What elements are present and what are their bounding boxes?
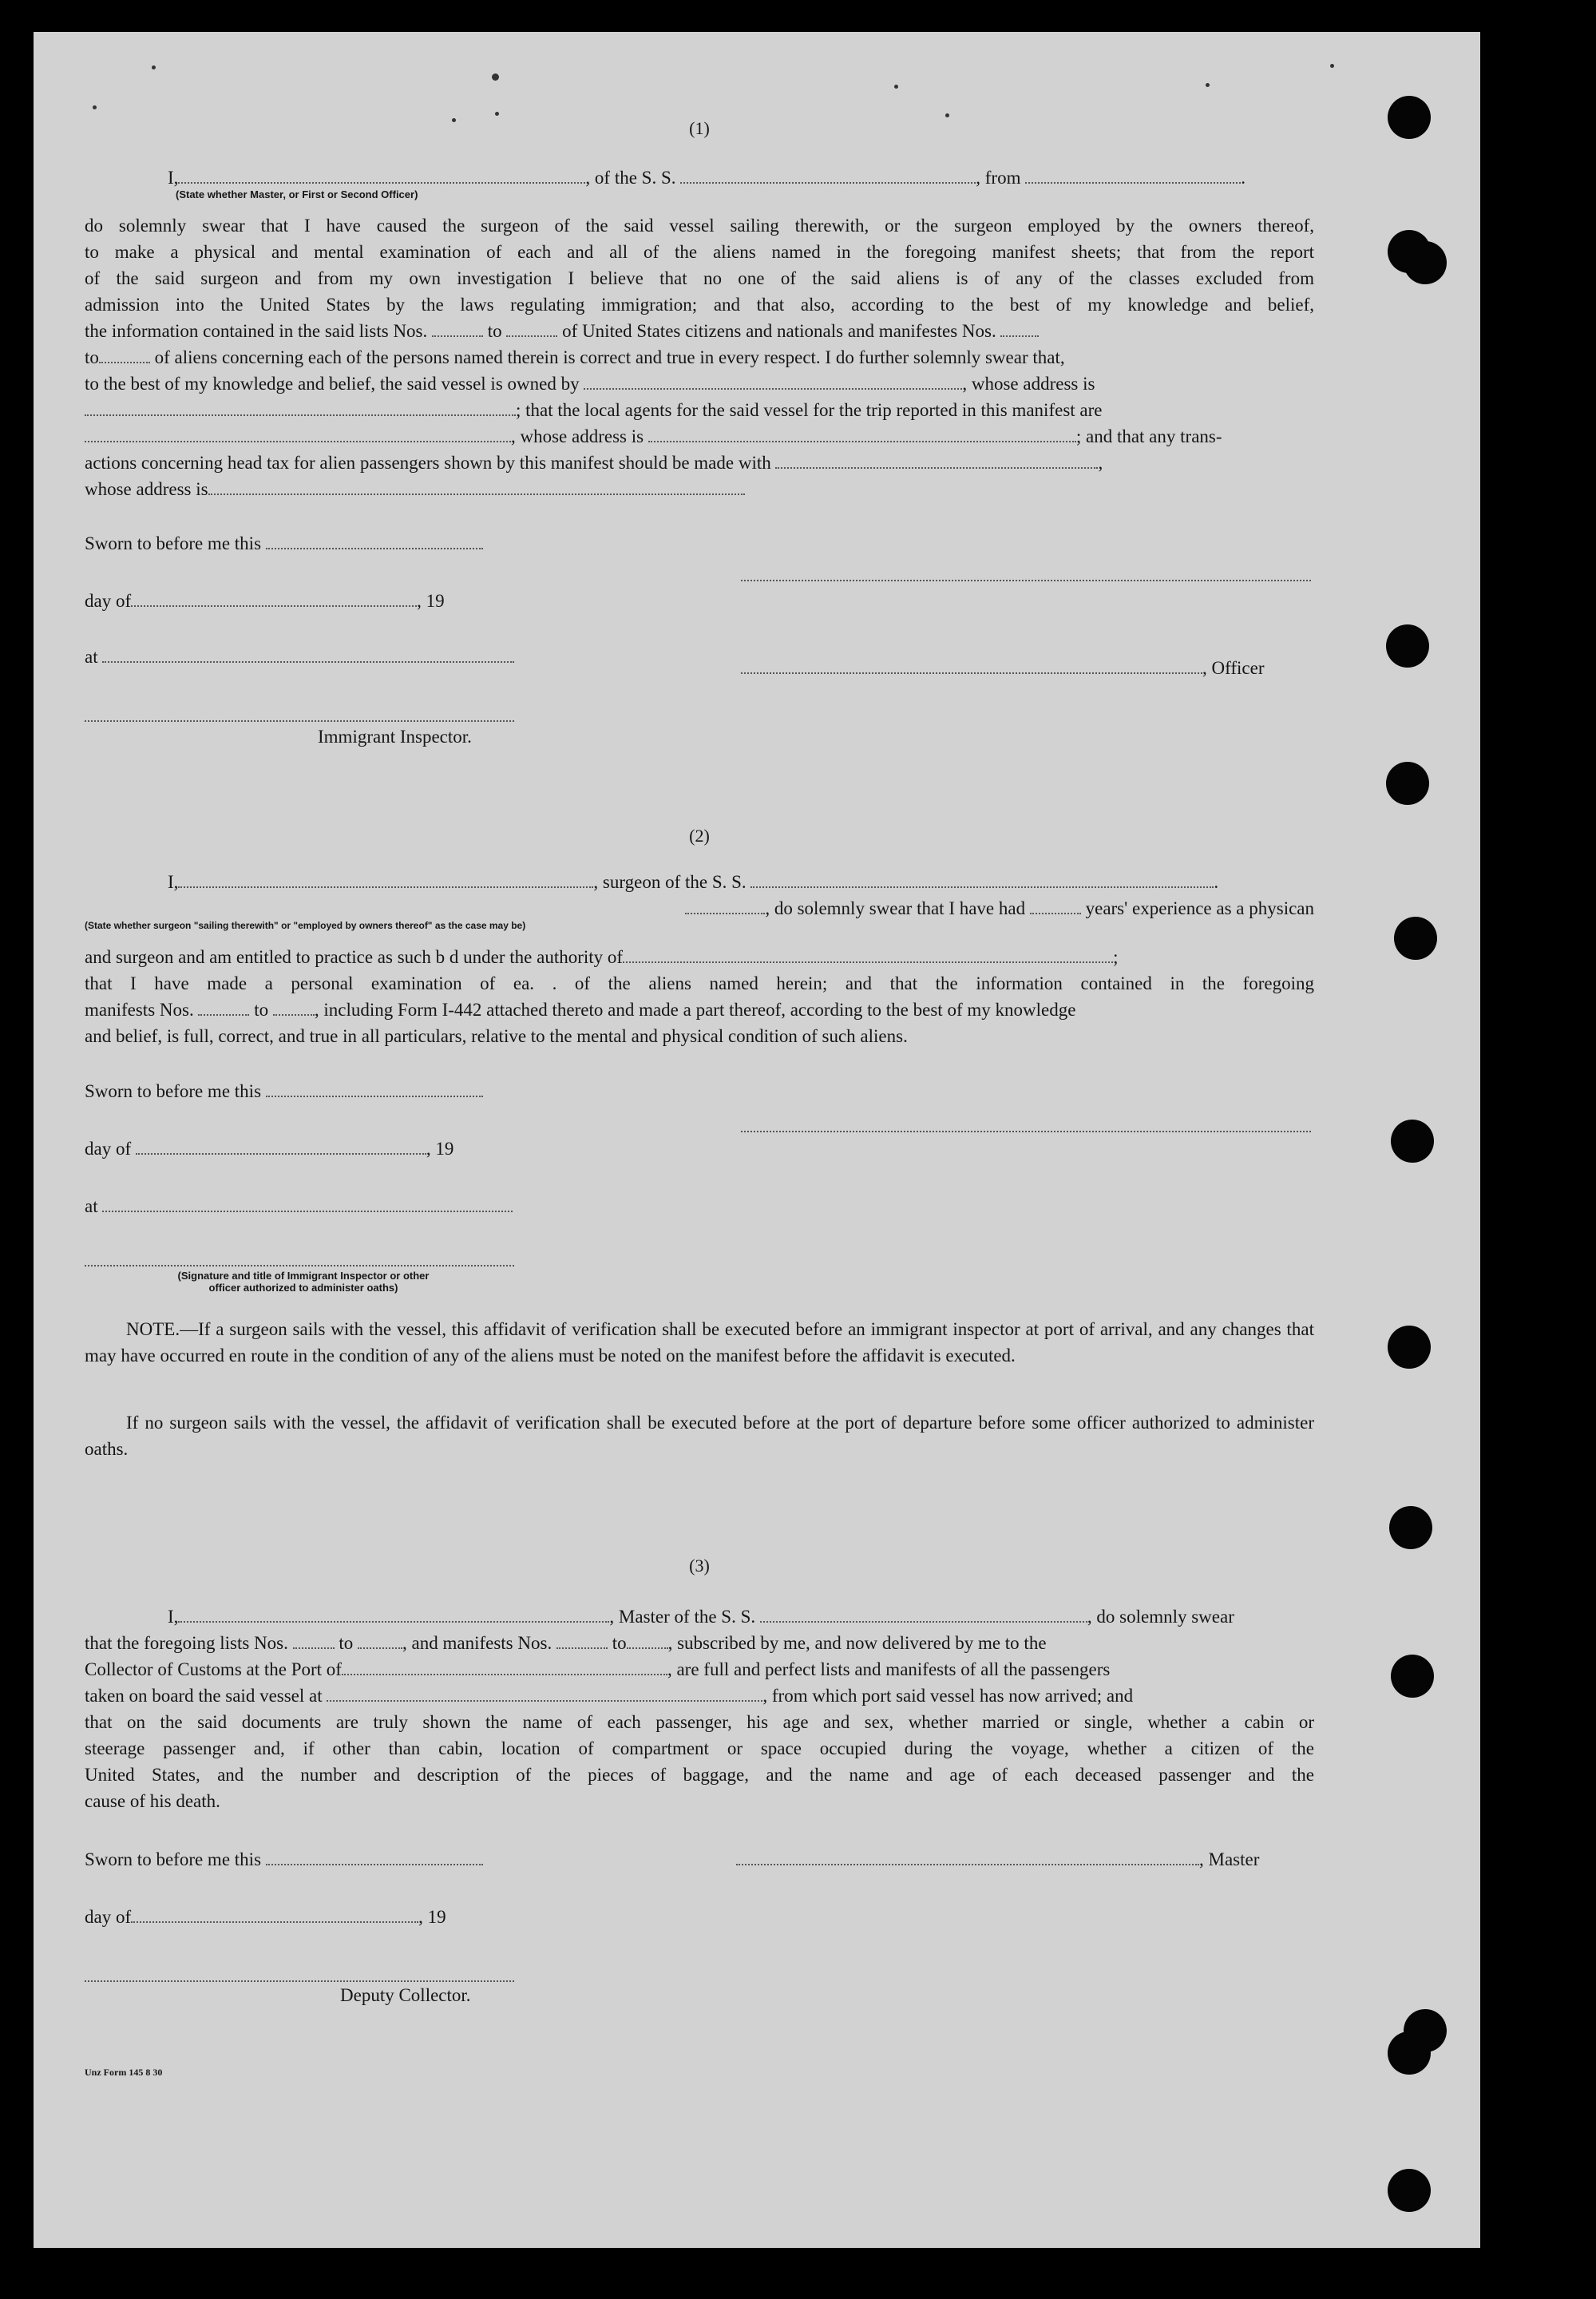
punch-hole: [1404, 241, 1447, 284]
day-field: day of , 19: [85, 1907, 446, 1927]
form-number: Unz Form 145 8 30: [85, 2067, 163, 2078]
line: Collector of Customs at the Port of , are full and perfect lists and manifests of all the passengers: [85, 1659, 1111, 1679]
section-number: (2): [689, 826, 710, 846]
signature-line: [85, 1979, 514, 1982]
paragraph-line: to the best of my knowledge and belief, the said vessel is owned by , whose address is: [85, 374, 1095, 394]
punch-hole: [1388, 2169, 1431, 2212]
section-number: (3): [689, 1556, 710, 1576]
punch-hole: [1391, 1655, 1434, 1698]
day-field: day of , 19: [85, 1139, 454, 1159]
line: I, , surgeon of the S. S. .: [168, 872, 1219, 892]
day-field: day of , 19: [85, 591, 445, 611]
speck: [945, 113, 949, 117]
paragraph-line: admission into the United States by the laws regulating immigration; and that also, according to the best of my knowledge and belief,: [85, 295, 1314, 315]
master-field: , Master: [736, 1846, 1311, 1873]
speck: [894, 85, 898, 89]
paragraph-line: cause of his death.: [85, 1791, 220, 1811]
speck: [152, 65, 156, 69]
paragraph-line: and belief, is full, correct, and true in all particulars, relative to the mental and physical condition of such aliens.: [85, 1026, 908, 1046]
punch-hole: [1388, 1326, 1431, 1369]
signature-line: [85, 719, 514, 722]
punch-hole: [1386, 624, 1429, 668]
signature-line: [85, 1263, 514, 1266]
signature-line: [741, 1129, 1311, 1132]
speck: [1206, 83, 1210, 87]
paragraph-line: and surgeon and am entitled to practice as such b d under the authority of ;: [85, 947, 1119, 967]
paragraph-line: ; that the local agents for the said vessel for the trip reported in this manifest are: [85, 397, 1314, 423]
caption: (State whether surgeon "sailing therewith" or "employed by owners thereof" as the case may be): [85, 920, 526, 931]
paragraph-line: that I have made a personal examination of ea. . of the aliens named herein; and that the information contained in the foregoing: [85, 973, 1314, 993]
punch-hole: [1404, 2009, 1447, 2052]
paragraph-line: that on the said documents are truly shown the name of each passenger, his age and sex, whether married or single, whether a cabin or: [85, 1712, 1314, 1732]
officer-field: , Officer: [741, 655, 1311, 681]
section-number: (1): [689, 118, 710, 138]
line: I, , of the S. S. , from .: [168, 168, 1246, 188]
speck: [93, 105, 97, 109]
note-paragraph: NOTE.—If a surgeon sails with the vessel, this affidavit of verification shall be executed before an immigrant inspector at port of arrival, and any changes that may have occurred en route in the condition of any of the aliens must be noted on the manifest before the affidavit is executed.: [85, 1319, 1314, 1366]
speck: [1330, 64, 1334, 68]
paragraph-line: manifests Nos. to , including Form I-442 attached thereto and made a part thereof, according to the best of my knowledge: [85, 1000, 1076, 1020]
sworn-field: Sworn to before me this: [85, 1846, 483, 1873]
sworn-field: Sworn to before me this: [85, 1078, 483, 1104]
form-page: [34, 32, 1480, 2248]
note-paragraph: If no surgeon sails with the vessel, the affidavit of verification shall be executed before at the port of departure before some officer authorized to administer oaths.: [85, 1413, 1314, 1459]
punch-hole: [1388, 96, 1431, 139]
paragraph-line: of the said surgeon and from my own investigation I believe that no one of the said aliens is of any of the classes excluded from: [85, 268, 1314, 288]
caption: (State whether Master, or First or Second Officer): [176, 188, 418, 200]
speck: [492, 73, 499, 81]
sworn-field: Sworn to before me this: [85, 530, 483, 557]
paragraph-line: to of aliens concerning each of the persons named therein is correct and true in every respect. I do further solemnly swear that,: [85, 347, 1065, 367]
punch-hole: [1394, 917, 1437, 960]
paragraph-line: do solemnly swear that I have caused the surgeon of the said vessel sailing therewith, or the surgeon employed by the owners thereof,: [85, 216, 1314, 236]
paragraph-line: United States, and the number and description of the pieces of baggage, and the name and age of each deceased passenger and the: [85, 1765, 1314, 1785]
paragraph-line: steerage passenger and, if other than cabin, location of compartment or space occupied during the voyage, whether a citizen of the: [85, 1738, 1314, 1758]
at-field: at: [85, 1193, 513, 1219]
punch-hole: [1389, 1506, 1432, 1549]
signer-title: Immigrant Inspector.: [318, 727, 472, 747]
signature-line: [741, 578, 1311, 581]
at-field: at: [85, 644, 514, 670]
punch-hole: [1386, 762, 1429, 805]
line: taken on board the said vessel at , from which port said vessel has now arrived; and: [85, 1686, 1134, 1706]
paragraph-line: actions concerning head tax for alien passengers shown by this manifest should be made with ,: [85, 453, 1103, 473]
signer-title: Deputy Collector.: [340, 1985, 471, 2005]
caption: (Signature and title of Immigrant Inspector or other officer authorized to administer oaths): [177, 1270, 430, 1294]
paragraph-line: the information contained in the said lists Nos. to of United States citizens and nationals and manifestes Nos.: [85, 318, 1314, 344]
line: I, , Master of the S. S. , do solemnly swear: [168, 1607, 1234, 1627]
paragraph-line: to make a physical and mental examination of each and all of the aliens named in the foregoing manifest sheets; that from the report: [85, 242, 1314, 262]
paragraph-line: whose address is: [85, 476, 1314, 502]
punch-hole: [1391, 1120, 1434, 1163]
line: , do solemnly swear that I have had years' experience as a physican: [85, 895, 1314, 922]
paragraph-line: , whose address is ; and that any trans-: [85, 423, 1314, 450]
line: that the foregoing lists Nos. to , and manifests Nos. to , subscribed by me, and now delivered by me to the: [85, 1633, 1047, 1653]
speck: [495, 112, 499, 116]
